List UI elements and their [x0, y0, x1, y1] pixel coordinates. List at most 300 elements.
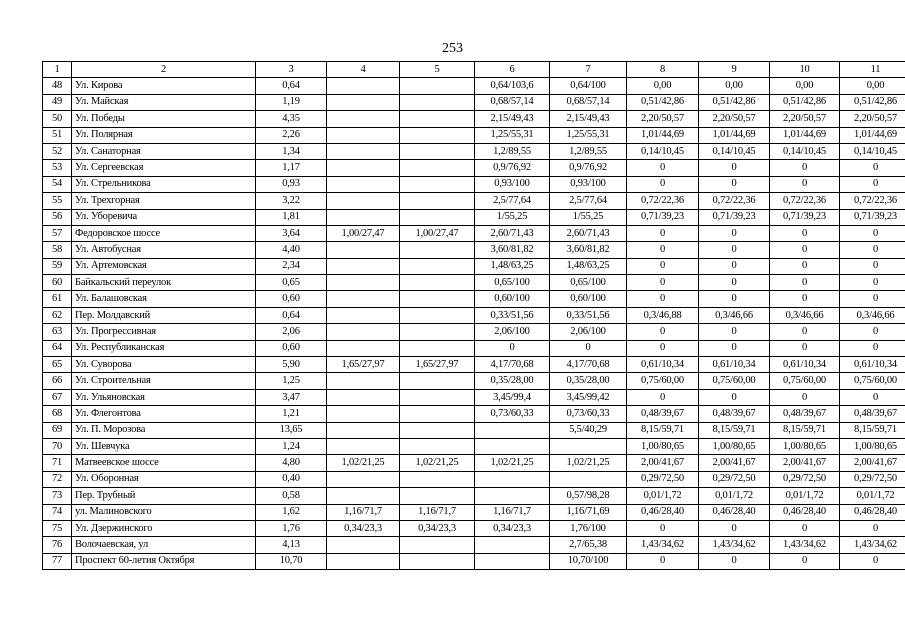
col-4-cell [327, 176, 400, 192]
length-cell: 1,76 [256, 520, 327, 536]
col-4-cell [327, 94, 400, 110]
col-8-cell: 0,72/22,36 [627, 193, 699, 209]
col-5-cell: 1,00/27,47 [400, 225, 475, 241]
col-4-cell [327, 275, 400, 291]
col-5-cell [400, 488, 475, 504]
col-4-cell [327, 553, 400, 569]
col-7-cell: 1,76/100 [550, 520, 627, 536]
table-row [43, 160, 905, 176]
col-5-cell [400, 78, 475, 94]
col-10-cell: 0 [770, 389, 840, 405]
row-number-cell: 71 [43, 455, 72, 471]
col-8-cell: 0 [627, 291, 699, 307]
col-11-cell: 2,20/50,57 [840, 111, 905, 127]
col-8-cell: 0,48/39,67 [627, 406, 699, 422]
col-7-cell: 0,57/98,28 [550, 488, 627, 504]
col-5-cell [400, 193, 475, 209]
col-8-cell: 0,29/72,50 [627, 471, 699, 487]
table-row [43, 340, 905, 356]
col-9-cell: 0 [699, 520, 770, 536]
col-4-cell [327, 438, 400, 454]
col-8-cell: 0 [627, 520, 699, 536]
col-11-cell: 0,61/10,34 [840, 357, 905, 373]
col-6-cell: 3,45/99,4 [475, 389, 550, 405]
col-5-cell: 1,16/71,7 [400, 504, 475, 520]
table-row [43, 127, 905, 143]
street-name-cell: Ул. Ульяновская [72, 389, 256, 405]
length-cell: 1,17 [256, 160, 327, 176]
row-number-cell: 77 [43, 553, 72, 569]
col-5-cell [400, 291, 475, 307]
table-row [43, 357, 905, 373]
col-8-cell: 8,15/59,71 [627, 422, 699, 438]
col-10-cell: 0 [770, 520, 840, 536]
row-number-cell: 54 [43, 176, 72, 192]
col-7-cell: 1/55,25 [550, 209, 627, 225]
col-9-cell: 0 [699, 275, 770, 291]
col-6-cell [475, 553, 550, 569]
column-header: 3 [256, 62, 327, 78]
col-5-cell [400, 438, 475, 454]
col-5-cell: 1,02/21,25 [400, 455, 475, 471]
col-10-cell: 0,71/39,23 [770, 209, 840, 225]
col-5-cell [400, 127, 475, 143]
street-name-cell: Ул. Кирова [72, 78, 256, 94]
col-6-cell: 0,68/57,14 [475, 94, 550, 110]
street-name-cell: Ул. Флегонтова [72, 406, 256, 422]
street-name-cell: Ул. Сергеевская [72, 160, 256, 176]
col-9-cell: 0,3/46,66 [699, 307, 770, 323]
col-4-cell [327, 422, 400, 438]
col-10-cell: 0 [770, 324, 840, 340]
col-9-cell: 2,00/41,67 [699, 455, 770, 471]
col-8-cell: 2,20/50,57 [627, 111, 699, 127]
street-name-cell: Ул. П. Морозова [72, 422, 256, 438]
col-6-cell: 1,48/63,25 [475, 258, 550, 274]
col-11-cell: 0,00 [840, 78, 905, 94]
street-name-cell: Байкальский переулок [72, 275, 256, 291]
row-number-cell: 72 [43, 471, 72, 487]
col-6-cell: 0,73/60,33 [475, 406, 550, 422]
col-11-cell: 0 [840, 340, 905, 356]
col-4-cell [327, 340, 400, 356]
col-10-cell: 0 [770, 225, 840, 241]
street-name-cell: Ул. Трехгорная [72, 193, 256, 209]
row-number-cell: 67 [43, 389, 72, 405]
row-number-cell: 48 [43, 78, 72, 94]
col-5-cell [400, 340, 475, 356]
col-9-cell: 0,61/10,34 [699, 357, 770, 373]
col-10-cell: 0 [770, 340, 840, 356]
col-8-cell: 0 [627, 553, 699, 569]
col-9-cell: 0,00 [699, 78, 770, 94]
col-9-cell: 0,71/39,23 [699, 209, 770, 225]
col-5-cell [400, 258, 475, 274]
col-4-cell [327, 193, 400, 209]
street-name-cell: Пер. Трубный [72, 488, 256, 504]
row-number-cell: 58 [43, 242, 72, 258]
col-6-cell: 0,9/76,92 [475, 160, 550, 176]
col-8-cell: 0 [627, 258, 699, 274]
col-6-cell: 0,60/100 [475, 291, 550, 307]
col-5-cell [400, 406, 475, 422]
length-cell: 1,24 [256, 438, 327, 454]
column-header: 8 [627, 62, 699, 78]
table-row [43, 520, 905, 536]
col-8-cell: 0,01/1,72 [627, 488, 699, 504]
length-cell: 4,35 [256, 111, 327, 127]
col-5-cell [400, 307, 475, 323]
street-name-cell: Ул. Артемовская [72, 258, 256, 274]
col-4-cell: 1,65/27,97 [327, 357, 400, 373]
row-number-cell: 55 [43, 193, 72, 209]
length-cell: 3,22 [256, 193, 327, 209]
table-row [43, 258, 905, 274]
street-name-cell: Ул. Майская [72, 94, 256, 110]
col-4-cell [327, 373, 400, 389]
street-name-cell: Ул. Полярная [72, 127, 256, 143]
col-6-cell: 3,60/81,82 [475, 242, 550, 258]
table-row [43, 307, 905, 323]
data-table [42, 61, 905, 570]
col-8-cell: 0 [627, 225, 699, 241]
length-cell: 0,65 [256, 275, 327, 291]
col-11-cell: 0 [840, 520, 905, 536]
col-5-cell [400, 209, 475, 225]
col-8-cell: 0,46/28,40 [627, 504, 699, 520]
col-7-cell: 0,65/100 [550, 275, 627, 291]
col-11-cell: 2,00/41,67 [840, 455, 905, 471]
col-6-cell [475, 438, 550, 454]
table-row [43, 373, 905, 389]
row-number-cell: 61 [43, 291, 72, 307]
table-row [43, 225, 905, 241]
street-name-cell: Ул. Стрельникова [72, 176, 256, 192]
col-6-cell: 0 [475, 340, 550, 356]
length-cell: 3,47 [256, 389, 327, 405]
length-cell: 3,64 [256, 225, 327, 241]
column-header: 11 [840, 62, 905, 78]
row-number-cell: 63 [43, 324, 72, 340]
col-9-cell: 0,48/39,67 [699, 406, 770, 422]
col-8-cell: 0 [627, 176, 699, 192]
row-number-cell: 49 [43, 94, 72, 110]
col-6-cell: 2,15/49,43 [475, 111, 550, 127]
col-10-cell: 0 [770, 160, 840, 176]
table-row [43, 209, 905, 225]
table-row [43, 111, 905, 127]
table-row [43, 438, 905, 454]
col-10-cell: 0,00 [770, 78, 840, 94]
col-11-cell: 0,75/60,00 [840, 373, 905, 389]
col-4-cell [327, 78, 400, 94]
length-cell: 1,34 [256, 143, 327, 159]
col-7-cell: 1,2/89,55 [550, 143, 627, 159]
col-5-cell [400, 389, 475, 405]
col-5-cell [400, 553, 475, 569]
col-9-cell: 0 [699, 291, 770, 307]
col-6-cell: 2,5/77,64 [475, 193, 550, 209]
col-11-cell: 0 [840, 176, 905, 192]
table-row [43, 275, 905, 291]
page-number: 253 [442, 41, 463, 56]
row-number-cell: 53 [43, 160, 72, 176]
col-7-cell: 1,25/55,31 [550, 127, 627, 143]
table-body [43, 62, 905, 570]
col-10-cell: 1,01/44,69 [770, 127, 840, 143]
col-8-cell: 0,51/42,86 [627, 94, 699, 110]
col-10-cell: 0,29/72,50 [770, 471, 840, 487]
col-11-cell: 0,51/42,86 [840, 94, 905, 110]
col-10-cell: 2,00/41,67 [770, 455, 840, 471]
row-number-cell: 70 [43, 438, 72, 454]
col-11-cell: 0 [840, 225, 905, 241]
col-9-cell: 0 [699, 225, 770, 241]
row-number-cell: 50 [43, 111, 72, 127]
col-9-cell: 0,46/28,40 [699, 504, 770, 520]
col-11-cell: 0,01/1,72 [840, 488, 905, 504]
row-number-cell: 75 [43, 520, 72, 536]
col-4-cell [327, 471, 400, 487]
row-number-cell: 56 [43, 209, 72, 225]
col-10-cell: 0 [770, 275, 840, 291]
street-name-cell: ул. Малиновского [72, 504, 256, 520]
col-9-cell: 0 [699, 553, 770, 569]
col-7-cell [550, 438, 627, 454]
col-7-cell: 0,33/51,56 [550, 307, 627, 323]
col-6-cell: 0,33/51,56 [475, 307, 550, 323]
table-row [43, 422, 905, 438]
col-7-cell: 0 [550, 340, 627, 356]
row-number-cell: 64 [43, 340, 72, 356]
col-9-cell: 0 [699, 176, 770, 192]
row-number-cell: 62 [43, 307, 72, 323]
length-cell: 4,40 [256, 242, 327, 258]
street-name-cell: Ул. Строительная [72, 373, 256, 389]
street-name-cell: Ул. Дзержинского [72, 520, 256, 536]
col-5-cell [400, 94, 475, 110]
col-4-cell: 1,16/71,7 [327, 504, 400, 520]
col-6-cell: 2,60/71,43 [475, 225, 550, 241]
col-5-cell [400, 111, 475, 127]
col-9-cell: 0 [699, 160, 770, 176]
col-11-cell: 0,3/46,66 [840, 307, 905, 323]
col-11-cell: 0,72/22,36 [840, 193, 905, 209]
col-4-cell [327, 143, 400, 159]
col-11-cell: 0,46/28,40 [840, 504, 905, 520]
col-6-cell: 0,65/100 [475, 275, 550, 291]
col-6-cell: 1,02/21,25 [475, 455, 550, 471]
col-4-cell [327, 488, 400, 504]
length-cell: 1,81 [256, 209, 327, 225]
col-10-cell: 0 [770, 291, 840, 307]
length-cell: 1,19 [256, 94, 327, 110]
table-row [43, 406, 905, 422]
street-name-cell: Ул. Оборонная [72, 471, 256, 487]
col-9-cell: 0 [699, 324, 770, 340]
table-row [43, 176, 905, 192]
table-row [43, 488, 905, 504]
col-8-cell: 0 [627, 275, 699, 291]
col-10-cell: 0,3/46,66 [770, 307, 840, 323]
col-7-cell: 1,02/21,25 [550, 455, 627, 471]
col-10-cell: 0 [770, 242, 840, 258]
col-9-cell: 1,01/44,69 [699, 127, 770, 143]
col-5-cell [400, 143, 475, 159]
length-cell: 0,93 [256, 176, 327, 192]
col-8-cell: 0 [627, 340, 699, 356]
col-5-cell [400, 471, 475, 487]
col-7-cell: 5,5/40,29 [550, 422, 627, 438]
col-10-cell: 0,75/60,00 [770, 373, 840, 389]
col-7-cell: 1,16/71,69 [550, 504, 627, 520]
col-4-cell [327, 324, 400, 340]
col-8-cell: 0,00 [627, 78, 699, 94]
col-11-cell: 0 [840, 291, 905, 307]
length-cell: 0,60 [256, 291, 327, 307]
row-number-cell: 74 [43, 504, 72, 520]
col-10-cell: 0,51/42,86 [770, 94, 840, 110]
table-row [43, 389, 905, 405]
col-7-cell: 3,45/99,42 [550, 389, 627, 405]
col-6-cell: 0,34/23,3 [475, 520, 550, 536]
col-8-cell: 0 [627, 160, 699, 176]
col-11-cell: 1,43/34,62 [840, 537, 905, 553]
street-name-cell: Пер. Молдавский [72, 307, 256, 323]
col-7-cell: 2,06/100 [550, 324, 627, 340]
col-6-cell: 2,06/100 [475, 324, 550, 340]
column-header: 7 [550, 62, 627, 78]
col-4-cell [327, 291, 400, 307]
col-8-cell: 2,00/41,67 [627, 455, 699, 471]
row-number-cell: 68 [43, 406, 72, 422]
column-header: 5 [400, 62, 475, 78]
col-10-cell: 1,00/80,65 [770, 438, 840, 454]
col-9-cell: 0 [699, 340, 770, 356]
col-7-cell: 0,35/28,00 [550, 373, 627, 389]
col-4-cell [327, 242, 400, 258]
row-number-cell: 59 [43, 258, 72, 274]
col-10-cell: 0,01/1,72 [770, 488, 840, 504]
col-7-cell: 2,7/65,38 [550, 537, 627, 553]
col-6-cell [475, 488, 550, 504]
col-6-cell: 4,17/70,68 [475, 357, 550, 373]
row-number-cell: 52 [43, 143, 72, 159]
column-header: 9 [699, 62, 770, 78]
col-8-cell: 1,00/80,65 [627, 438, 699, 454]
col-9-cell: 0,14/10,45 [699, 143, 770, 159]
col-5-cell [400, 275, 475, 291]
col-4-cell: 1,00/27,47 [327, 225, 400, 241]
col-11-cell: 0,48/39,67 [840, 406, 905, 422]
col-4-cell: 0,34/23,3 [327, 520, 400, 536]
street-name-cell: Ул. Санаторная [72, 143, 256, 159]
col-11-cell: 0 [840, 242, 905, 258]
col-8-cell: 0,75/60,00 [627, 373, 699, 389]
col-9-cell: 0 [699, 242, 770, 258]
length-cell: 0,60 [256, 340, 327, 356]
col-9-cell: 1,43/34,62 [699, 537, 770, 553]
header-row [43, 62, 905, 78]
col-4-cell [327, 209, 400, 225]
table-row [43, 78, 905, 94]
col-7-cell: 3,60/81,82 [550, 242, 627, 258]
col-6-cell: 1/55,25 [475, 209, 550, 225]
column-header: 2 [72, 62, 256, 78]
row-number-cell: 65 [43, 357, 72, 373]
column-header: 6 [475, 62, 550, 78]
column-header: 1 [43, 62, 72, 78]
street-name-cell: Ул. Прогрессивная [72, 324, 256, 340]
street-name-cell: Ул. Победы [72, 111, 256, 127]
street-name-cell: Проспект 60-летия Октября [72, 553, 256, 569]
col-7-cell: 2,5/77,64 [550, 193, 627, 209]
col-7-cell: 0,9/76,92 [550, 160, 627, 176]
col-6-cell: 1,25/55,31 [475, 127, 550, 143]
col-9-cell: 0 [699, 389, 770, 405]
col-10-cell: 0 [770, 258, 840, 274]
length-cell: 0,58 [256, 488, 327, 504]
street-name-cell: Ул. Автобусная [72, 242, 256, 258]
length-cell: 4,13 [256, 537, 327, 553]
table-row [43, 291, 905, 307]
length-cell: 1,62 [256, 504, 327, 520]
col-6-cell [475, 422, 550, 438]
length-cell: 13,65 [256, 422, 327, 438]
street-name-cell: Ул. Суворова [72, 357, 256, 373]
table-row [43, 324, 905, 340]
col-11-cell: 0 [840, 324, 905, 340]
col-4-cell [327, 389, 400, 405]
col-8-cell: 0,3/46,88 [627, 307, 699, 323]
length-cell: 2,26 [256, 127, 327, 143]
col-8-cell: 1,43/34,62 [627, 537, 699, 553]
length-cell: 0,64 [256, 78, 327, 94]
table-row [43, 193, 905, 209]
col-7-cell [550, 471, 627, 487]
row-number-cell: 51 [43, 127, 72, 143]
col-8-cell: 0,14/10,45 [627, 143, 699, 159]
col-10-cell: 0,14/10,45 [770, 143, 840, 159]
col-6-cell: 1,2/89,55 [475, 143, 550, 159]
col-10-cell: 0,46/28,40 [770, 504, 840, 520]
col-5-cell [400, 373, 475, 389]
table-row [43, 143, 905, 159]
street-name-cell: Федоровское шоссе [72, 225, 256, 241]
street-name-cell: Ул. Уборевича [72, 209, 256, 225]
table-row [43, 471, 905, 487]
col-5-cell [400, 176, 475, 192]
length-cell: 1,25 [256, 373, 327, 389]
col-9-cell: 2,20/50,57 [699, 111, 770, 127]
col-7-cell: 0,68/57,14 [550, 94, 627, 110]
col-8-cell: 0,71/39,23 [627, 209, 699, 225]
col-5-cell [400, 324, 475, 340]
col-9-cell: 8,15/59,71 [699, 422, 770, 438]
row-number-cell: 73 [43, 488, 72, 504]
col-4-cell [327, 111, 400, 127]
row-number-cell: 76 [43, 537, 72, 553]
table-row [43, 504, 905, 520]
col-7-cell: 1,48/63,25 [550, 258, 627, 274]
col-6-cell: 0,93/100 [475, 176, 550, 192]
street-name-cell: Матвеевское шоссе [72, 455, 256, 471]
col-8-cell: 1,01/44,69 [627, 127, 699, 143]
col-10-cell: 8,15/59,71 [770, 422, 840, 438]
table-row [43, 94, 905, 110]
col-8-cell: 0,61/10,34 [627, 357, 699, 373]
row-number-cell: 69 [43, 422, 72, 438]
